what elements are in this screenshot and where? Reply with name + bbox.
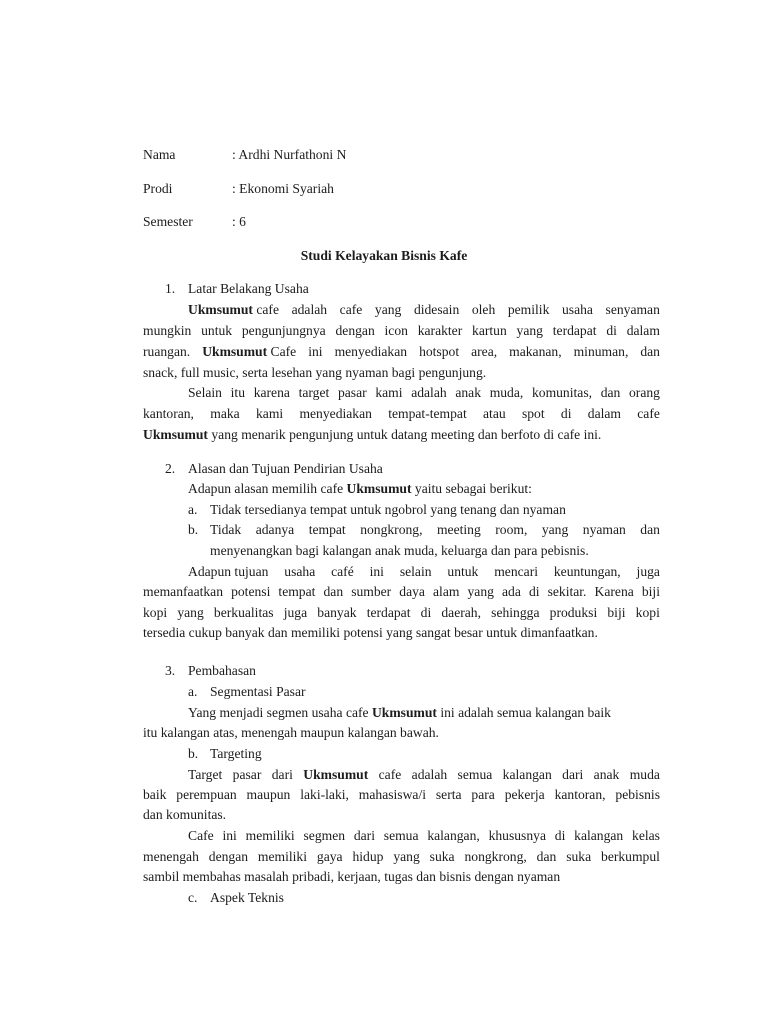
semester-value: : 6: [232, 214, 246, 229]
s3-a-line1: Yang menjadi segmen usaha cafe Ukmsumut ini adalah semua kalangan baik: [188, 705, 611, 720]
prodi-value: : Ekonomi Syariah: [232, 181, 334, 196]
s2-item-b-marker: b.: [188, 522, 199, 537]
name-value: : Ardhi Nurfathoni N: [232, 147, 347, 162]
page-title: Studi Kelayakan Bisnis Kafe: [300, 248, 468, 263]
semester-label: Semester: [143, 214, 193, 229]
s3-item-b-marker: b.: [188, 746, 199, 761]
s3-item-b-heading: Targeting: [210, 746, 262, 761]
s2-p-line2: memanfaatkan potensi tempat dan sumber daya alam yang ada di sekitar. Karena biji: [143, 584, 660, 599]
s1-p2-line3: Ukmsumut yang menarik pengunjung untuk datang meeting dan berfoto di cafe ini.: [143, 427, 602, 442]
section2-number: 2.: [165, 461, 176, 476]
s2-intro: Adapun alasan memilih cafe Ukmsumut yaitu sebagai berikut:: [188, 481, 532, 496]
s1-p1-line3: ruangan. Ukmsumut Cafe ini menyediakan hotspot area, makanan, minuman, dan: [143, 344, 660, 359]
s2-p-line4: tersedia cukup banyak dan memiliki potensi yang sangat besar untuk dimanfaatkan.: [143, 625, 598, 640]
s2-item-a-marker: a.: [188, 502, 198, 517]
s1-p2-line1: Selain itu karena target pasar kami adalah anak muda, komunitas, dan orang: [188, 385, 660, 400]
s1-p1-line2: mungkin untuk pengunjungnya dengan icon karakter kartun yang terdapat di dalam: [143, 323, 660, 338]
prodi-label: Prodi: [143, 181, 173, 196]
s3-item-c-marker: c.: [188, 890, 198, 905]
section3-heading: Pembahasan: [188, 663, 256, 678]
section3-number: 3.: [165, 663, 176, 678]
s3-c-line2: menengah dengan memiliki gaya hidup yang suka nongkrong, dan suka berkumpul: [143, 849, 660, 864]
s3-b-line3: dan komunitas.: [143, 807, 227, 822]
s3-c-line1: Cafe ini memiliki segmen dari semua kalangan, khususnya di kalangan kelas: [188, 828, 660, 843]
s1-p1-line4: snack, full music, serta lesehan yang nyaman bagi pengunjung.: [143, 365, 487, 380]
brand-name: Ukmsumut: [202, 344, 268, 359]
s2-p-line3: kopi yang berkualitas juga banyak terdapat di daerah, sehingga produksi biji kopi: [143, 605, 660, 620]
s3-item-a-marker: a.: [188, 684, 198, 699]
brand-name: Ukmsumut: [143, 427, 208, 442]
s3-b-line2: baik perempuan maupun laki-laki, mahasiswa/i serta para pekerja kantoran, pebisnis: [143, 787, 660, 802]
brand-name: Ukmsumut: [188, 302, 253, 317]
s2-item-a-text: Tidak tersedianya tempat untuk ngobrol yang tenang dan nyaman: [210, 502, 566, 517]
section1-heading: Latar Belakang Usaha: [188, 281, 309, 296]
section2-heading: Alasan dan Tujuan Pendirian Usaha: [188, 461, 383, 476]
s2-item-b-line2: menyenangkan bagi kalangan anak muda, keluarga dan para pebisnis.: [210, 543, 589, 558]
s1-p2-line2: kantoran, maka kami menyediakan tempat-tempat atau spot di dalam cafe: [143, 406, 660, 421]
s3-a-line2: itu kalangan atas, menengah maupun kalangan bawah.: [143, 725, 439, 740]
s3-c-line3: sambil membahas masalah pribadi, kerjaan, tugas dan bisnis dengan nyaman: [143, 869, 561, 884]
s3-item-c-heading: Aspek Teknis: [210, 890, 284, 905]
s2-p-line1: Adapun tujuan usaha café ini selain untuk mencari keuntungan, juga: [188, 564, 660, 579]
brand-name: Ukmsumut: [346, 481, 412, 496]
s1-p1-line1: Ukmsumut cafe adalah cafe yang didesain oleh pemilik usaha senyaman: [188, 302, 660, 317]
section1-number: 1.: [165, 281, 176, 296]
brand-name: Ukmsumut: [303, 767, 369, 782]
name-label: Nama: [143, 147, 176, 162]
brand-name: Ukmsumut: [371, 705, 437, 720]
s2-item-b-line1: Tidak adanya tempat nongkrong, meeting room, yang nyaman dan: [210, 522, 660, 537]
s3-item-a-heading: Segmentasi Pasar: [210, 684, 306, 699]
s3-b-line1: Target pasar dari Ukmsumut cafe adalah semua kalangan dari anak muda: [188, 765, 660, 785]
